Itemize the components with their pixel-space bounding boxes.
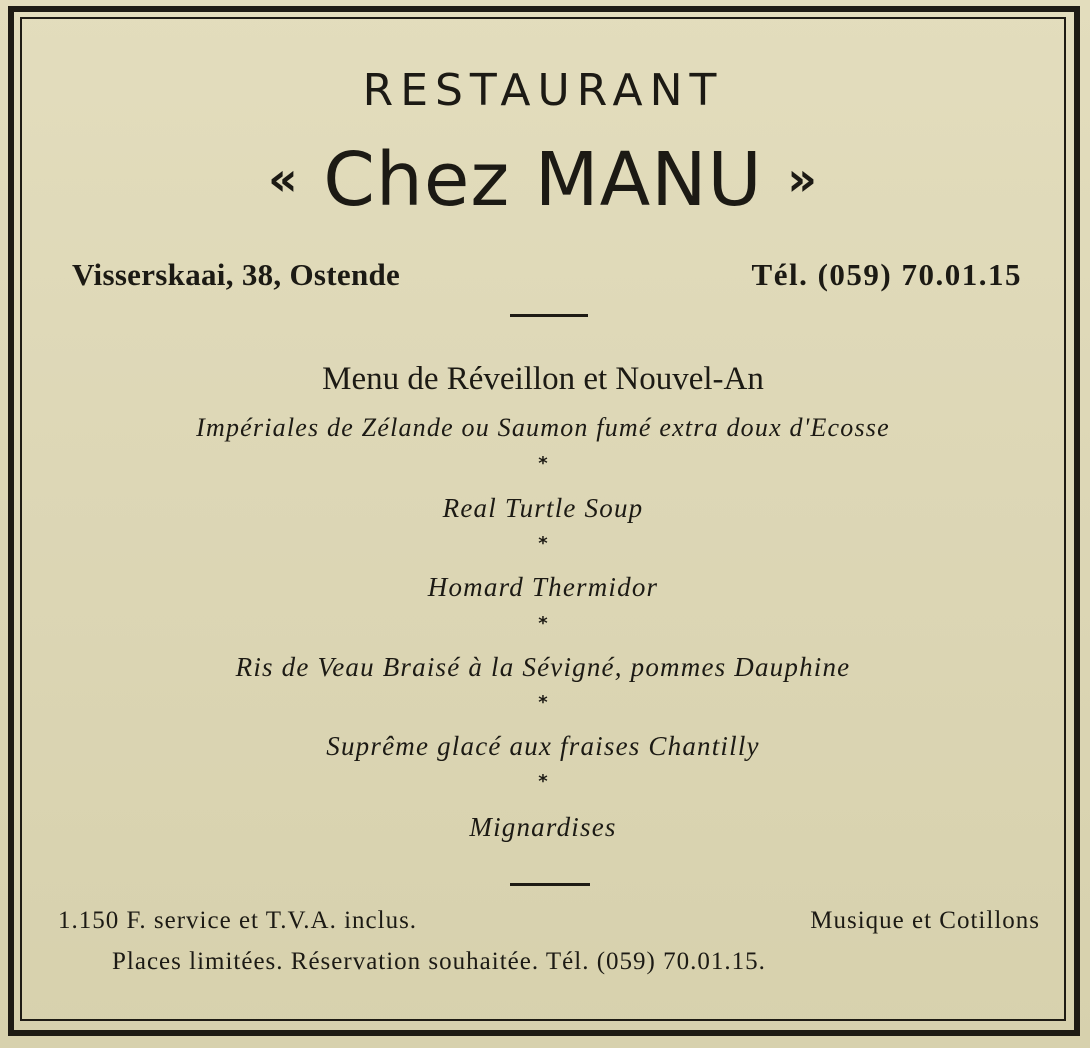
menu-course: Ris de Veau Braisé à la Sévigné, pommes Dauphine [235, 652, 851, 682]
menu-course: Impériales de Zélande ou Saumon fumé extra doux d'Ecosse [196, 413, 890, 442]
divider-rule [510, 883, 590, 886]
open-quote: « [268, 152, 299, 206]
divider-rule [510, 314, 588, 317]
restaurant-phone: Tél. (059) 70.01.15 [751, 257, 1022, 292]
extras-note: Musique et Cotillons [810, 907, 1040, 934]
price-note: 1.150 F. service et T.V.A. inclus. [58, 907, 418, 934]
course-separator: * [538, 771, 548, 792]
menu-course: Suprême glacé aux fraises Chantilly [326, 731, 760, 761]
restaurant-kicker: RESTAURANT [362, 65, 724, 116]
menu-course: Homard Thermidor [427, 572, 659, 602]
menu-course: Real Turtle Soup [442, 493, 644, 523]
course-separator: * [538, 533, 548, 554]
course-separator: * [538, 613, 548, 634]
restaurant-name-text: Chez MANU [323, 137, 763, 223]
reservation-note: Places limitées. Réservation souhaitée. Tél. (059) 70.01.15. [112, 948, 766, 975]
restaurant-advertisement [22, 19, 1064, 1019]
restaurant-address: Visserskaai, 38, Ostende [72, 257, 401, 292]
course-separator: * [538, 453, 548, 474]
menu-title: Menu de Réveillon et Nouvel-An [322, 361, 764, 397]
restaurant-name [22, 137, 1064, 223]
close-quote: » [787, 152, 818, 206]
course-separator: * [538, 692, 548, 713]
menu-course: Mignardises [469, 812, 617, 842]
